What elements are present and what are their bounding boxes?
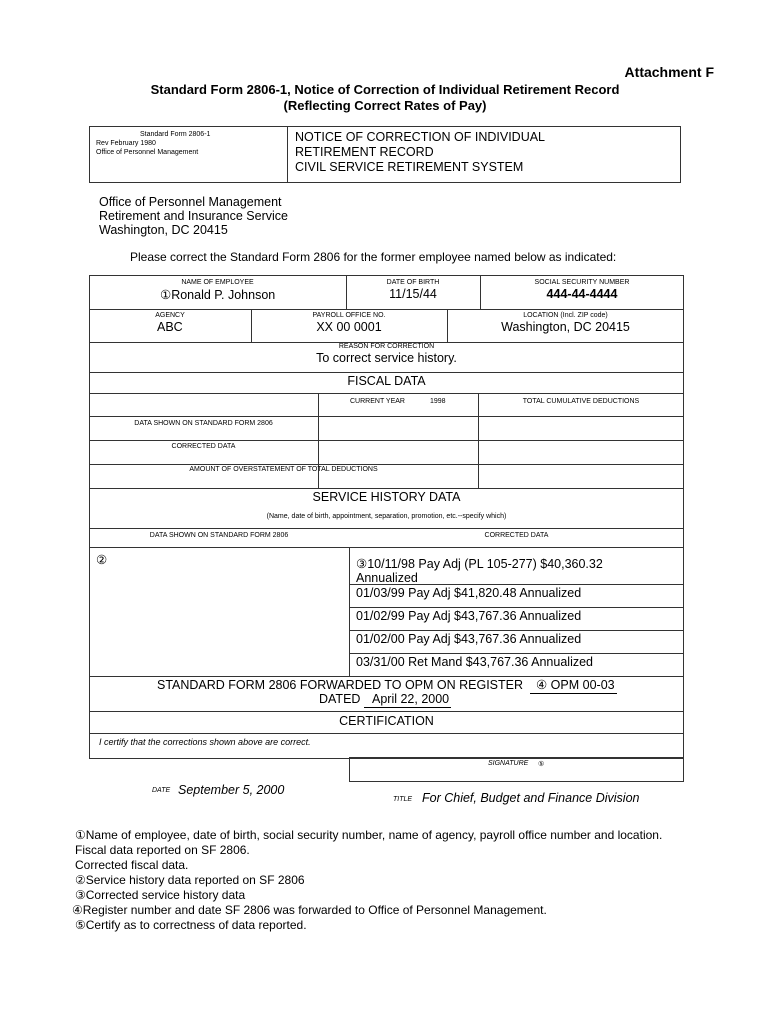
name-label: NAME OF EMPLOYEE — [181, 279, 254, 286]
ssn-label: SOCIAL SECURITY NUMBER — [534, 279, 630, 286]
agency-label: AGENCY — [155, 312, 185, 319]
dated-value: April 22, 2000 — [364, 692, 451, 708]
service-right-header: CORRECTED DATA — [484, 532, 549, 539]
divider — [89, 488, 684, 489]
dated-label: DATED — [319, 692, 361, 706]
document-subtitle: (Reflecting Correct Rates of Pay) — [283, 98, 487, 113]
address-line-2: Retirement and Insurance Service — [99, 209, 288, 223]
divider — [89, 528, 684, 529]
divider — [89, 393, 684, 394]
footnote-4: ②Service history data reported on SF 2806 — [75, 873, 305, 887]
employee-name: ①Ronald P. Johnson — [160, 288, 276, 302]
divider — [349, 630, 684, 631]
reason-label: REASON FOR CORRECTION — [338, 343, 435, 350]
footnote-7: ⑤Certify as to correctness of data reported. — [75, 918, 307, 932]
instruction-text: Please correct the Standard Form 2806 for the former employee named below as indicated: — [130, 250, 617, 264]
divider — [349, 653, 684, 654]
location-value: Washington, DC 20415 — [501, 320, 630, 334]
service-entry-4: 01/02/00 Pay Adj $43,767.36 Annualized — [356, 632, 582, 646]
divider — [349, 584, 684, 585]
divider — [89, 440, 684, 441]
service-entry-5: 03/31/00 Ret Mand $43,767.36 Annualized — [356, 655, 593, 669]
total-deductions-label: TOTAL CUMULATIVE DEDUCTIONS — [522, 398, 640, 405]
service-left-value: ② — [96, 553, 108, 567]
fiscal-data-title: FISCAL DATA — [347, 374, 426, 388]
register-number: ④ OPM 00-03 — [530, 678, 617, 694]
agency-value: ABC — [157, 320, 183, 334]
form-heading-3: CIVIL SERVICE RETIREMENT SYSTEM — [295, 160, 524, 174]
form-agency: Office of Personnel Management — [96, 149, 199, 156]
date-label: DATE — [152, 787, 171, 794]
title-label: TITLE — [393, 796, 413, 803]
form-number: Standard Form 2806-1 — [140, 131, 211, 138]
ssn-value: 444-44-4444 — [546, 287, 618, 301]
certification-title: CERTIFICATION — [339, 714, 434, 728]
service-entry-3: 01/02/99 Pay Adj $43,767.36 Annualized — [356, 609, 582, 623]
form-heading-2: RETIREMENT RECORD — [295, 145, 434, 159]
payroll-value: XX 00 0001 — [316, 320, 382, 334]
reason-value: To correct service history. — [316, 351, 457, 365]
divider — [89, 547, 684, 548]
divider — [89, 733, 684, 734]
footnote-6: ④Register number and date SF 2806 was forwarded to Office of Personnel Management. — [72, 903, 547, 917]
footnote-2: Fiscal data reported on SF 2806. — [75, 843, 250, 857]
current-year-value: 1998 — [430, 398, 446, 405]
form-revision: Rev February 1980 — [96, 140, 156, 147]
service-history-subtitle: (Name, date of birth, appointment, separation, promotion, etc.--specify which) — [266, 513, 507, 520]
footnote-3: Corrected fiscal data. — [75, 858, 189, 872]
form-id-divider — [287, 126, 288, 183]
dob-label: DATE OF BIRTH — [386, 279, 440, 286]
fiscal-row-overstatement: AMOUNT OF OVERSTATEMENT OF TOTAL DEDUCTIONS — [189, 466, 378, 473]
signature-marker: ⑤ — [538, 761, 545, 768]
service-entry-1: ③10/11/98 Pay Adj (PL 105-277) $40,360.32 — [356, 557, 603, 571]
forwarded-text: STANDARD FORM 2806 FORWARDED TO OPM ON REGISTER — [157, 678, 524, 692]
payroll-label: PAYROLL OFFICE NO. — [312, 312, 386, 319]
footnote-1: ①Name of employee, date of birth, social security number, name of agency, payroll office number and location. — [75, 828, 663, 842]
service-left-header: DATA SHOWN ON STANDARD FORM 2806 — [149, 532, 289, 539]
divider — [89, 711, 684, 712]
document-title: Standard Form 2806-1, Notice of Correction of Individual Retirement Record — [150, 82, 620, 97]
certifier-title: For Chief, Budget and Finance Division — [422, 791, 640, 805]
service-history-title: SERVICE HISTORY DATA — [312, 490, 461, 504]
certification-statement: I certify that the corrections shown above are correct. — [99, 737, 311, 747]
fiscal-row-corrected: CORRECTED DATA — [171, 443, 236, 450]
divider — [349, 607, 684, 608]
divider — [89, 309, 684, 310]
location-label: LOCATION (Incl. ZIP code) — [523, 312, 608, 319]
current-year-label: CURRENT YEAR — [350, 398, 405, 405]
divider — [89, 676, 684, 677]
divider — [89, 464, 684, 465]
divider — [89, 416, 684, 417]
certification-date: September 5, 2000 — [178, 783, 285, 797]
divider — [349, 547, 350, 676]
dob-value: 11/15/44 — [389, 287, 437, 301]
attachment-label: Attachment F — [624, 64, 714, 80]
service-entry-2: 01/03/99 Pay Adj $41,820.48 Annualized — [356, 586, 582, 600]
form-heading-1: NOTICE OF CORRECTION OF INDIVIDUAL — [295, 130, 546, 144]
footnote-5: ③Corrected service history data — [75, 888, 246, 902]
fiscal-row-sf2806: DATA SHOWN ON STANDARD FORM 2806 — [134, 420, 273, 427]
address-line-3: Washington, DC 20415 — [99, 223, 228, 237]
service-entry-1-cont: Annualized — [356, 571, 418, 585]
divider — [89, 372, 684, 373]
address-line-1: Office of Personnel Management — [99, 195, 282, 209]
signature-label: SIGNATURE — [488, 760, 529, 767]
